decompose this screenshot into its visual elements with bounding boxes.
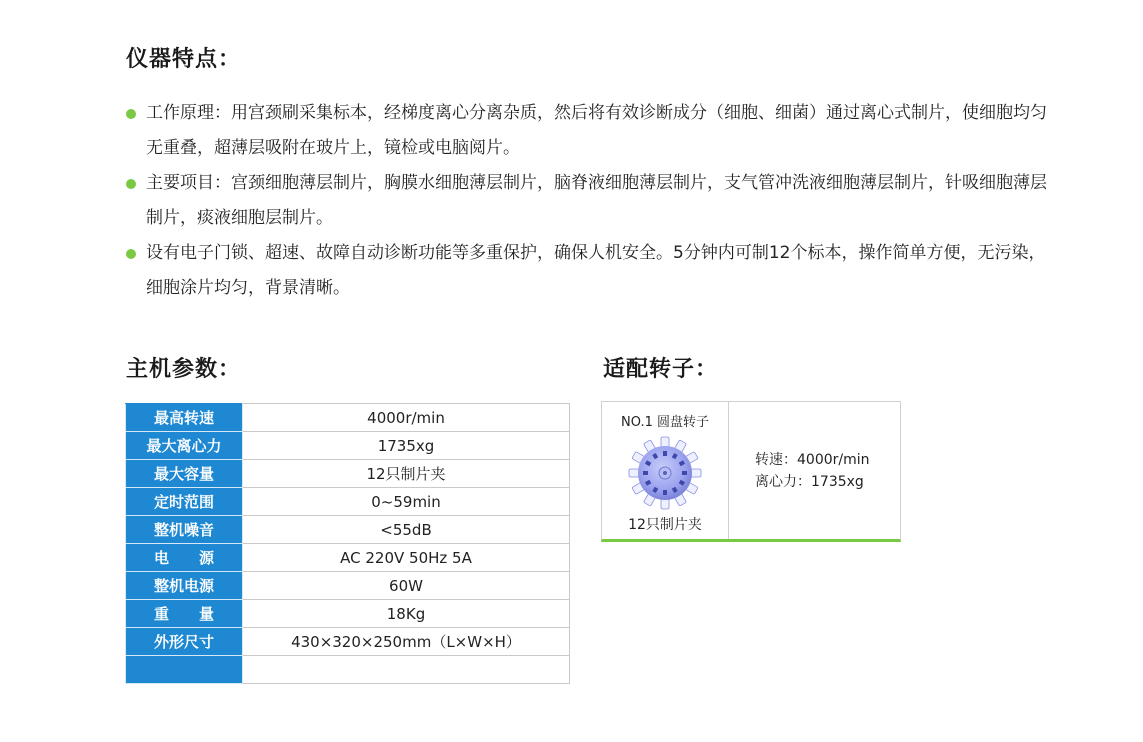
- params-title: 主机参数：: [126, 357, 242, 382]
- feature-item: [126, 96, 1056, 166]
- rotor-title: 适配转子：: [603, 357, 719, 382]
- param-value: 60W: [243, 572, 570, 600]
- table-row: [126, 572, 570, 600]
- table-row: [126, 544, 570, 572]
- param-label: 最大容量: [126, 460, 243, 488]
- param-value: 18Kg: [243, 600, 570, 628]
- feature-item: [126, 236, 1056, 306]
- features-title: 仪器特点：: [126, 47, 242, 72]
- param-value: 0~59min: [243, 488, 570, 516]
- param-value: [243, 656, 570, 684]
- features-list: [126, 96, 1056, 306]
- rotor-card: [601, 401, 901, 542]
- table-row: [126, 516, 570, 544]
- rotor-force: 离心力：1735xg: [755, 473, 864, 490]
- rotor-image-cell: [602, 402, 729, 539]
- table-row: [126, 656, 570, 684]
- table-row: [126, 600, 570, 628]
- rotor-caption: 12只制片夹: [628, 517, 702, 533]
- param-label: [126, 656, 243, 684]
- param-label: 最高转速: [126, 404, 243, 432]
- params-table: [125, 403, 570, 684]
- rotor-spec-cell: [729, 402, 900, 539]
- param-label: 整机电源: [126, 572, 243, 600]
- param-value: AC 220V 50Hz 5A: [243, 544, 570, 572]
- param-value: 1735xg: [243, 432, 570, 460]
- bullet-dot-icon: [126, 109, 136, 119]
- param-label: 最大离心力: [126, 432, 243, 460]
- table-row: [126, 432, 570, 460]
- param-label: 电 源: [126, 544, 243, 572]
- param-label: 定时范围: [126, 488, 243, 516]
- rotor-speed: 转速：4000r/min: [755, 451, 870, 468]
- table-row: [126, 488, 570, 516]
- bullet-dot-icon: [126, 249, 136, 259]
- param-label: 重 量: [126, 600, 243, 628]
- feature-item: [126, 166, 1056, 236]
- disc-rotor-icon: [628, 436, 702, 510]
- bullet-dot-icon: [126, 179, 136, 189]
- feature-text: 设有电子门锁、超速、故障自动诊断功能等多重保护，确保人机安全。5分钟内可制12个标本，操作简单方便，无污染，细胞涂片均匀，背景清晰。: [146, 243, 1046, 298]
- rotor-name: NO.1 圆盘转子: [621, 415, 709, 430]
- table-row: [126, 404, 570, 432]
- table-row: [126, 460, 570, 488]
- table-row: [126, 628, 570, 656]
- param-label: 整机噪音: [126, 516, 243, 544]
- param-value: 12只制片夹: [243, 460, 570, 488]
- param-value: <55dB: [243, 516, 570, 544]
- param-value: 4000r/min: [243, 404, 570, 432]
- feature-text: 工作原理：用宫颈刷采集标本，经梯度离心分离杂质，然后将有效诊断成分（细胞、细菌）通过离心式制片，使细胞均匀无重叠，超薄层吸附在玻片上，镜检或电脑阅片。: [146, 103, 1047, 158]
- feature-text: 主要项目：宫颈细胞薄层制片，胸膜水细胞薄层制片，脑脊液细胞薄层制片，支气管冲洗液细胞薄层制片，针吸细胞薄层制片，痰液细胞层制片。: [146, 173, 1047, 228]
- param-label: 外形尺寸: [126, 628, 243, 656]
- param-value: 430×320×250mm（L×W×H）: [243, 628, 570, 656]
